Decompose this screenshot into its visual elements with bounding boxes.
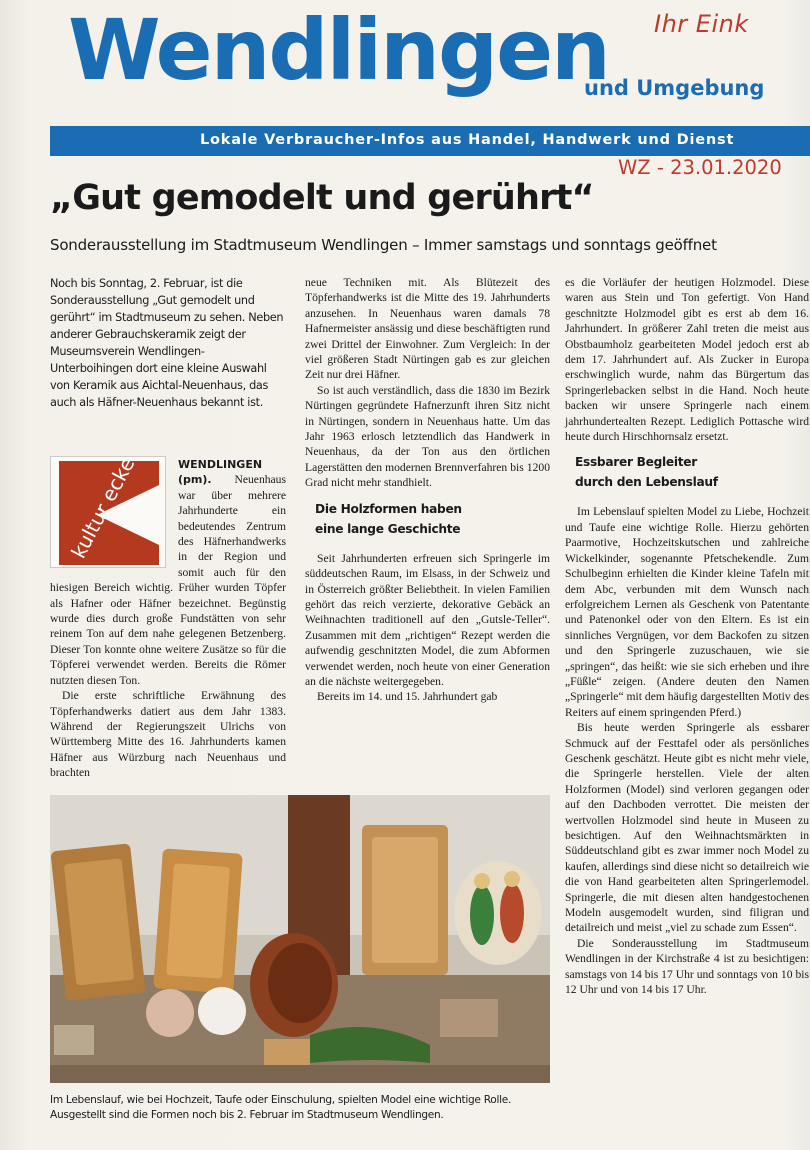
- dateline: WENDLINGEN (pm).: [178, 458, 263, 487]
- article-column-2: [305, 275, 550, 705]
- column-3-paragraph-2: Im Lebenslauf spielten Model zu Liebe, Hochzeit und Taufe eine wichtige Rolle. Hierzu gehörten Paarmotive, Hochzeitskutschen und zahlreiche Wickelkinder, sogenannte Pfetschekendle. Zum Schulbeginn erhielten die Kinder kleine Tafeln mit dem Abc, verbunden mit dem Wunsch nach erfolgreichem Lernen als Geschenk von Patentante und Patenonkel oder von den Eltern. Es ist ein sinnliches Vergnügen, vor dem Backofen zu sitzen und den Springerle zuzuschauen, wie sie „springen“, das heißt: wie sie sich erheben und ihre „Füßle“ zeigen. (Andere deuten den Namen „Springerle“ mit dem häufig dargestellten Motiv des Reiters auf einem springenden Pferd.): [565, 505, 809, 719]
- column-2-paragraph-4: Bereits im 14. und 15. Jahrhundert gab: [317, 690, 498, 704]
- column-2-paragraph-2: So ist auch verständlich, dass die 1830 im Bezirk Nürtingen gegründete Hafnerzunft ihren Sitz nicht in Nürtingen, sondern in Neuenhaus hatte. Um das Jahr 1963 erlosch letztendlich das Handwerk in Neuenhaus, da der Ton aus den örtlichen Lagerstätten den modernen Brennverfahren bis 1200 Grad nicht mehr standhielt.: [305, 383, 550, 490]
- column-3-paragraph-1: es die Vorläufer der heutigen Holzmodel. Diese waren aus Stein und Ton gefertigt. Von Hand geschnitzte Holzmodel gibt es erst ab dem 16. Jahrhundert. In größerer Zahl treten die meist aus Obstbaumholz gearbeiteten Model jedoch erst ab dem 17. Jahrhundert auf. Als Zucker in Europa erschwinglich wurde, nahm das Bürgertum das Springerlebacken selbst in die Hand. Noch heute backen wir unsere Springerle nach einem jahrhundertealten Rezept. Lediglich Pottasche wird heute durch Hirschhornsalz ersetzt.: [565, 276, 809, 444]
- article-intro: Noch bis Sonntag, 2. Februar, ist die Sonderausstellung „Gut gemodelt und gerührt“ im Stadtmuseum zu sehen. Neben anderer Gebrauchskeramik zeigt der Museumsverein Wendlingen-Unterboihingen dort eine kleine Auswahl von Keramik aus Aichtal-Neuenhaus, das auch als Häfner-Neuenhaus bekannt ist.: [50, 277, 284, 409]
- masthead-subtitle: und Umgebung: [584, 76, 765, 100]
- column-3-subtitle-line-1: Essbarer Begleiter: [575, 455, 697, 470]
- wooden-mold-left: [50, 843, 145, 1001]
- wooden-mold-center: [362, 825, 448, 975]
- cookie-square: [54, 1025, 94, 1055]
- column-1-paragraph-2: Die erste schriftliche Erwähnung des Töpferhandwerks datiert aus dem Jahr 1383. Während der Regierungszeit Ulrichs von Württemberg Mitte des 16. Jahrhunderts kamen Häfner aus Würzburg nach Neuenhaus und brachten: [50, 689, 286, 780]
- masthead-title: Wendlingen: [68, 1, 609, 99]
- column-3-subtitle-line-2: durch den Lebenslauf: [575, 475, 718, 490]
- logo-text-wrap: [50, 457, 174, 575]
- cookie-round-pink: [146, 989, 194, 1037]
- painted-ceramic-plate: [454, 861, 542, 965]
- column-1-paragraph-1-text: Neuenhaus war über mehrere Jahrhunderte ein bedeutendes Zentrum des Häfnerhandwerks in der Region und somit auch für den hiesigen Bereich wichtig. Früher wurden Töpfer als Hafner oder Häfner bezeichnet. Begünstig wurde dies durch große Fundstätten von sehr reinem Ton auf dem nahe gelegenen Betzenberg. Dieser Ton konnte ohne weitere Zusätze so für die Töpferei verwendet werden. Bereits die Römer nutzten diesen Ton.: [50, 473, 286, 687]
- springerle-molds-photo: [50, 795, 550, 1083]
- clay-bowl: [250, 933, 338, 1037]
- small-block: [264, 1039, 310, 1065]
- photo-caption: Im Lebenslauf, wie bei Hochzeit, Taufe oder Einschulung, spielten Model eine wichtige Rolle. Ausgestellt sind die Formen noch bis 2. Februar im Stadtmuseum Wendlingen.: [50, 1094, 512, 1121]
- column-2-subtitle: [315, 499, 550, 539]
- article-subheadline: Sonderausstellung im Stadtmuseum Wendlingen – Immer samstags und sonntags geöffnet: [50, 236, 717, 254]
- article-column-1: [50, 457, 286, 781]
- handwritten-note: Ihr Eink: [654, 10, 749, 38]
- article-headline: „Gut gemodelt und gerührt“: [50, 178, 594, 218]
- kultur-logo-text: kultur ecke: [66, 457, 140, 563]
- wooden-mold-second: [153, 848, 243, 993]
- column-2-subtitle-line-1: Die Holzformen haben: [315, 501, 462, 516]
- article-photo: [50, 795, 550, 1083]
- column-3-paragraph-4: Die Sonderausstellung im Stadtmuseum Wendlingen in der Kirchstraße 4 ist zu besichtigen: samstags von 14 bis 17 Uhr und sonntags von 10 bis 12 Uhr und von 14 bis 17 Uhr.: [565, 936, 809, 997]
- info-bar: Lokale Verbraucher-Infos aus Handel, Handwerk und Dienst: [50, 126, 810, 156]
- wooden-block: [440, 999, 498, 1037]
- column-2-paragraph-1: neue Techniken mit. Als Blütezeit des Töpferhandwerks ist die Mitte des 19. Jahrhunderts anzusehen. In Neuenhaus waren damals 78 Hafnermeister ansässig und diese beschäftigten rund zwei Drittel der Einwohner. Zum Vergleich: In der viel größeren Stadt Nürtingen gab es zur gleichen Zeit nur drei Häfner.: [305, 276, 550, 382]
- column-2-paragraph-3: Seit Jahrhunderten erfreuen sich Springerle im süddeutschen Raum, im Elsass, in der Schweiz und in Österreich größter Beliebtheit. In vielen Familien gehört das reich verzierte, dekorative Gebäck an Weihnachten traditionell auf den „Gutsle-Teller“. Zusammen mit dem „richtigen“ Rezept werden die aufwendig geschnitzten Model, die zum Abformen verwendet werden, noch heute von einer Generation an die nächste weitergegeben.: [305, 551, 550, 688]
- column-3-subtitle: [575, 452, 809, 492]
- column-3-paragraph-3: Bis heute werden Springerle als essbarer Schmuck auf der Festtafel oder als persönliches Geschenk geschätzt. Heute gibt es nicht mehr viele, die Springerle herstellen. Viele der alten Holzformen (Model) sind verloren gegangen oder auf den Dachboden verrottet. Die meisten der wertvollen Holzmodel sind heute in Museen zu besichtigen. Auf den Weihnachtsmärkten in Süddeutschland gibt es zwar immer noch Model zu kaufen, allerdings sind diese nicht so detailreich wie die von Hand gearbeiteten alten Springerlemodel. Springerle, die mit diesen alten handgestochenen Modeln ausgemodelt wurden, sind filigran und detailreich und meist „viel zu schade zum Essen“.: [565, 721, 809, 935]
- column-2-subtitle-line-2: eine lange Geschichte: [315, 521, 461, 536]
- date-stamp: WZ - 23.01.2020: [618, 156, 782, 179]
- article-column-3: [565, 275, 809, 997]
- cookie-round-white: [198, 987, 246, 1035]
